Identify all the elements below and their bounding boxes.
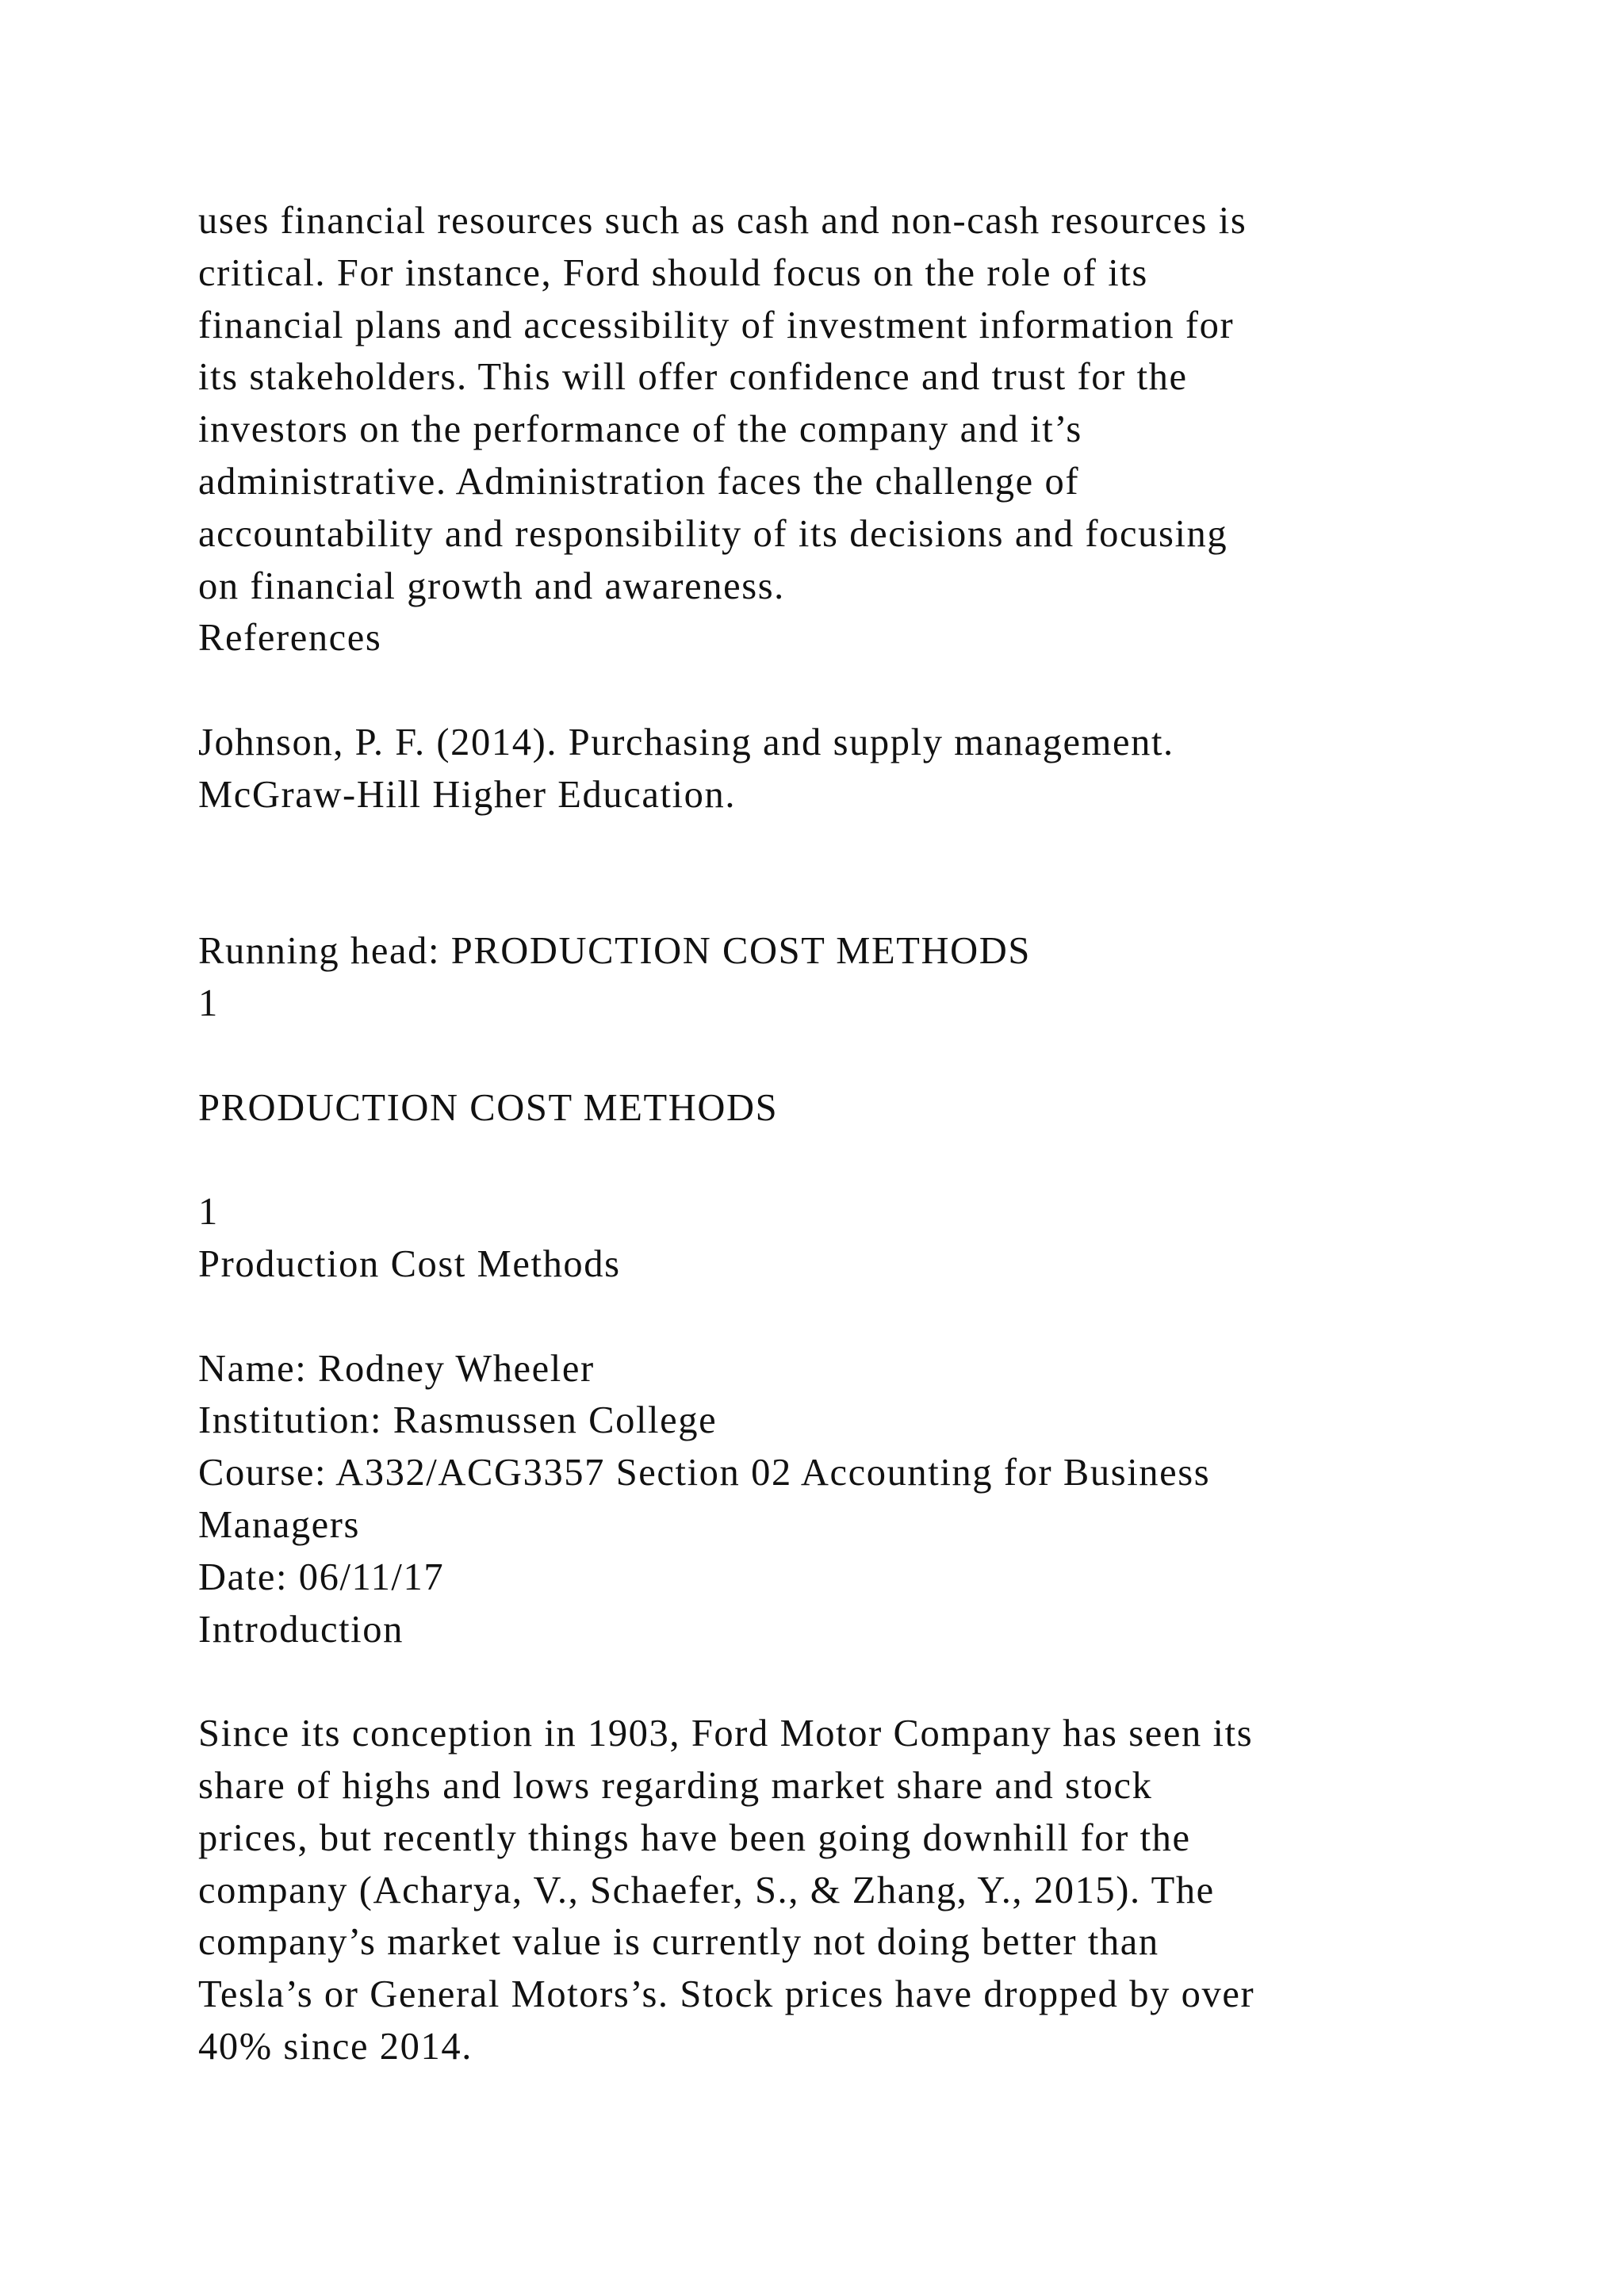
reference-line: Johnson, P. F. (2014). Purchasing and supply management.	[198, 721, 1174, 763]
course-line-continued: Managers	[198, 1503, 361, 1546]
running-head-page-number: 1	[198, 982, 219, 1024]
spacer	[198, 664, 1499, 717]
conclusion-line: investors on the performance of the company and it’s	[198, 408, 1082, 451]
running-head: Running head: PRODUCTION COST METHODS	[198, 930, 1031, 973]
references-heading: References	[198, 617, 382, 660]
spacer	[198, 821, 1499, 926]
date: Date: 06/11/17	[198, 1556, 445, 1598]
spacer	[198, 1134, 1499, 1186]
conclusion-paragraph	[198, 195, 1499, 612]
conclusion-line: financial plans and accessibility of investment information for	[198, 304, 1235, 346]
introduction-line: prices, but recently things have been going downhill for the	[198, 1816, 1191, 1859]
conclusion-line: accountability and responsibility of its decisions and focusing	[198, 512, 1228, 555]
paper-title: Production Cost Methods	[198, 1242, 621, 1285]
introduction-line: company’s market value is currently not doing better than	[198, 1921, 1159, 1964]
introduction-line: share of highs and lows regarding market share and stock	[198, 1764, 1153, 1807]
institution: Institution: Rasmussen College	[198, 1399, 718, 1442]
conclusion-line: critical. For instance, Ford should focus on the role of its	[198, 251, 1148, 294]
conclusion-line: its stakeholders. This will offer confidence and trust for the	[198, 356, 1188, 399]
introduction-line: company (Acharya, V., Schaefer, S., & Zhang, Y., 2015). The	[198, 1869, 1215, 1911]
reference-line: McGraw-Hill Higher Education.	[198, 773, 737, 816]
introduction-paragraph	[198, 1708, 1499, 2073]
course-line: Course: A332/ACG3357 Section 02 Accounting for Business	[198, 1452, 1211, 1494]
reference-entry	[198, 717, 1499, 821]
spacer	[198, 1291, 1499, 1343]
short-title-header: PRODUCTION COST METHODS	[198, 1086, 779, 1129]
document-text	[198, 195, 1499, 2073]
conclusion-line: administrative. Administration faces the challenge of	[198, 460, 1080, 503]
spacer	[198, 1030, 1499, 1082]
header-page-number: 1	[198, 1191, 219, 1234]
introduction-line: Tesla’s or General Motors’s. Stock prices have dropped by over	[198, 1973, 1255, 2016]
introduction-line: 40% since 2014.	[198, 2025, 473, 2068]
introduction-heading: Introduction	[198, 1608, 404, 1651]
spacer	[198, 1655, 1499, 1708]
conclusion-line: on financial growth and awareness.	[198, 564, 785, 607]
author-name: Name: Rodney Wheeler	[198, 1347, 595, 1390]
conclusion-line: uses financial resources such as cash and non-cash resources is	[198, 200, 1247, 242]
introduction-line: Since its conception in 1903, Ford Motor Company has seen its	[198, 1712, 1254, 1755]
